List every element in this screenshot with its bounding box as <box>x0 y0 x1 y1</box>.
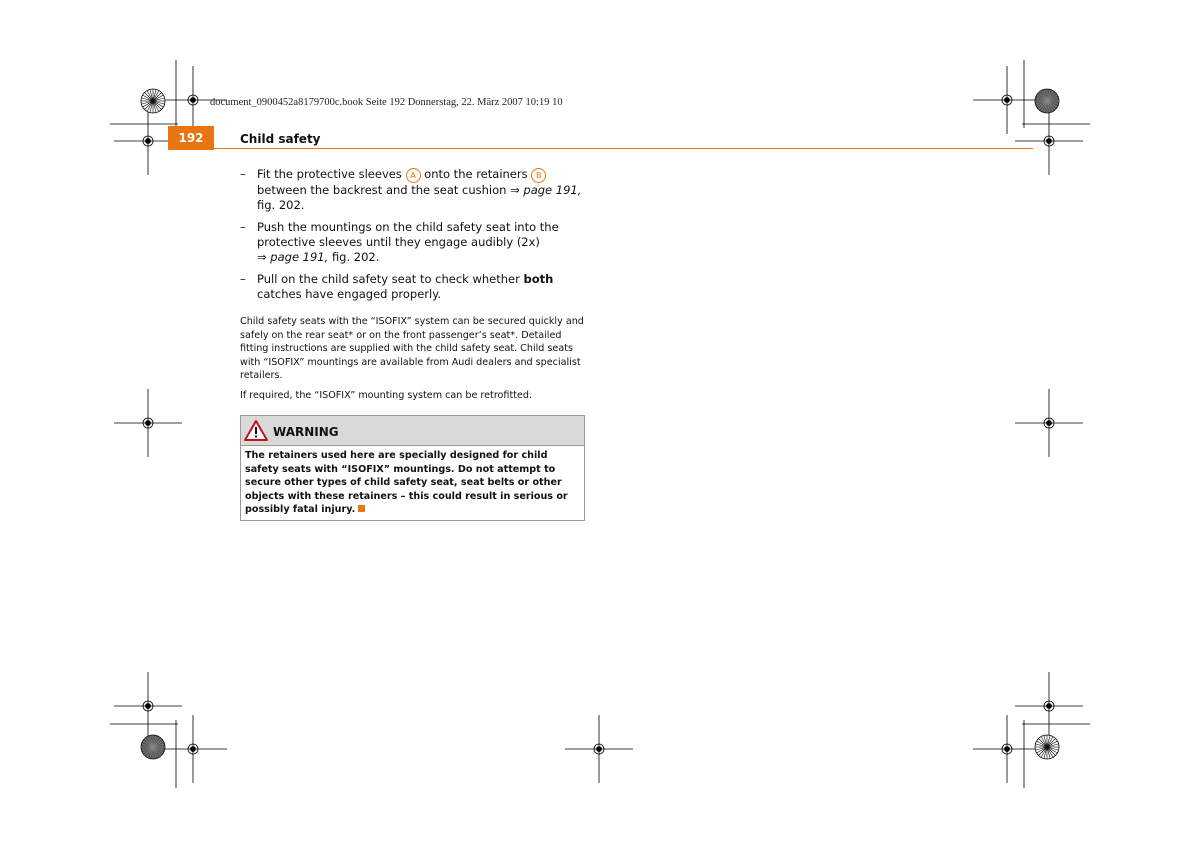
warning-text <box>241 446 584 520</box>
step-1 <box>240 167 585 213</box>
warning-box <box>240 415 585 521</box>
step-dash: – <box>240 220 246 234</box>
figure-reference: fig. 202. <box>331 250 380 264</box>
crosshair-target-icon <box>565 715 633 783</box>
page-reference-link[interactable]: page 191, <box>523 183 582 197</box>
warning-title: WARNING <box>273 425 339 439</box>
arrow-icon: ⇒ <box>257 250 267 264</box>
end-of-section-icon <box>358 505 365 512</box>
section-title: Child safety <box>240 132 321 146</box>
warning-triangle-icon <box>244 420 268 441</box>
step-1-text-b: onto the retainers <box>424 167 528 181</box>
step-1-text-c: between the backrest and the seat cushion ⇒ <box>257 183 520 197</box>
step-1-text: Fit the protective sleeves <box>257 167 402 181</box>
crosshair-target-icon <box>1015 672 1083 740</box>
crosshair-target-icon <box>1015 389 1083 457</box>
starburst-mark-icon <box>1035 89 1059 113</box>
callout-b-icon: B <box>531 168 546 183</box>
main-content <box>240 167 585 402</box>
callout-a-icon: A <box>406 168 421 183</box>
step-2-text: Push the mountings on the child safety seat into the protective sleeves until they engage audibly (2x) <box>257 220 559 249</box>
crosshair-target-icon <box>114 672 182 740</box>
isofix-paragraph: Child safety seats with the “ISOFIX” system can be secured quickly and safely on the rear seat* or on the front passenger’s seat*. Detailed fitting instructions are supplied with the child safety seat. Child seats with “ISOFIX” mountings are available from Audi dealers and specialist retailers. <box>240 316 584 381</box>
page-number: 192 <box>178 131 204 145</box>
step-2 <box>240 220 585 265</box>
step-dash: – <box>240 167 246 181</box>
step-3-text: Pull on the child safety seat to check whether <box>257 272 520 286</box>
retrofit-paragraph: If required, the “ISOFIX” mounting system can be retrofitted. <box>240 389 533 401</box>
crosshair-target-icon <box>114 389 182 457</box>
starburst-mark-icon <box>141 735 165 759</box>
warning-header <box>241 416 584 446</box>
warning-body-text: The retainers used here are specially designed for child safety seats with “ISOFIX” mountings. Do not attempt to secure other types of child safety seat, seat belts or other objects with these retainers – this could result in serious or possibly fatal injury. <box>245 450 568 515</box>
starburst-mark-icon <box>1035 735 1059 759</box>
crosshair-target-icon <box>1015 107 1083 175</box>
document-slug: document_0900452a8179700c.book Seite 192 Donnerstag, 22. März 2007 10:19 10 <box>210 97 563 108</box>
crosshair-target-icon <box>159 715 227 783</box>
step-3-text-b: catches have engaged properly. <box>257 287 442 301</box>
step-dash: – <box>240 272 246 286</box>
step-3 <box>240 272 585 302</box>
figure-reference: fig. 202. <box>257 198 305 212</box>
header-rule <box>214 148 1033 149</box>
starburst-mark-icon <box>141 89 165 113</box>
page-reference-link[interactable]: page 191, <box>270 250 329 264</box>
emphasis-both: both <box>523 272 554 286</box>
crosshair-target-icon <box>973 715 1041 783</box>
